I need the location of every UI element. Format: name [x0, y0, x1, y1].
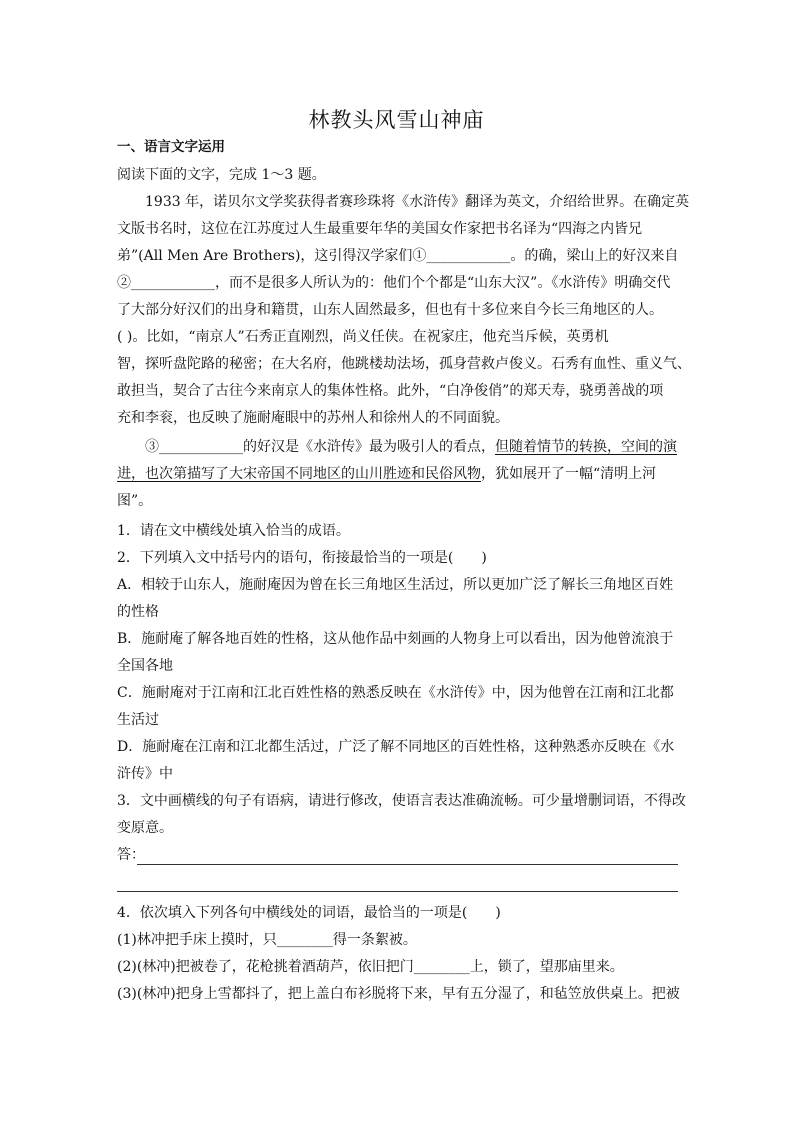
underlined-sentence: 进，也次第描写了大宋帝国不同地区的山川胜迹和民俗风物 [117, 466, 481, 482]
question-3: 3．文中画横线的句子有语病，请进行修改，使语言表达准确流畅。可少量增删词语，不得改 [117, 793, 686, 809]
answer-line [137, 864, 678, 865]
passage-line: ( )。比如，“南京人”石秀正直刚烈，尚义任侠。在祝家庄，他充当斥候，英勇机 [117, 329, 609, 345]
passage-line: 1933 年，诺贝尔文学奖获得者赛珍珠将《水浒传》翻译为英文，介绍给世界。在确定英 [145, 194, 690, 210]
answer-label: 答： [117, 847, 145, 863]
question-2: 2．下列填入文中括号内的语句，衔接最恰当的一项是( ) [117, 550, 487, 566]
question-1: 1．请在文中横线处填入恰当的成语。 [117, 523, 350, 539]
question-3-cont: 变原意。 [117, 820, 173, 836]
passage-line: 充和李衮，也反映了施耐庵眼中的苏州人和徐州人的不同面貌。 [117, 410, 509, 426]
passage-line: 了大部分好汉们的出身和籍贯，山东人固然最多，但也有十多位来自今长三角地区的人。 [117, 302, 663, 318]
section-heading: 一、语言文字运用 [117, 139, 225, 155]
underlined-sentence: 但随着情节的转换，空间的演 [495, 439, 677, 455]
option-b-cont: 全国各地 [117, 658, 173, 674]
passage-line: 敢担当，契合了古往今来南京人的集体性格。此外，“白净俊俏”的郑天寿，骁勇善战的项 [117, 383, 664, 399]
option-a: A．相较于山东人，施耐庵因为曾在长三角地区生活过，所以更加广泛了解长三角地区百姓 [117, 577, 674, 593]
passage-line [117, 464, 682, 484]
passage-line: ②____________，而不是很多人所认为的：他们个个都是“山东大汉”。《水浒传》明确交代 [117, 275, 671, 291]
option-b: B．施耐庵了解各地百姓的性格，这从他作品中刻画的人物身上可以看出，因为他曾流浪于 [117, 631, 674, 647]
passage-line: 弟”(All Men Are Brothers)，这引得汉学家们①____________。的确，梁山上的好汉来自 [117, 248, 679, 264]
answer-line [117, 891, 678, 892]
passage-line: 文版书名时，这位在江苏度过人生最重要年华的美国女作家把书名译为“四海之内皆兄 [117, 221, 643, 237]
page-title: 林教头风雪山神庙 [308, 108, 485, 132]
question-4: 4．依次填入下列各句中横线处的词语，最恰当的一项是( ) [117, 905, 501, 921]
passage-line: 图”。 [117, 493, 153, 509]
q4-item-3: (3)(林冲)把身上雪都抖了，把上盖白布衫脱将下来，早有五分湿了，和毡笠放供桌上。把被 [117, 986, 680, 1002]
passage-line: 智，探听盘陀路的秘密；在大名府，他跳楼劫法场，孤身营救卢俊义。石秀有血性、重义气、 [117, 356, 691, 372]
q4-item-2: (2)(林冲)把被卷了，花枪挑着酒葫芦，依旧把门________上，锁了，望那庙里来。 [117, 959, 624, 975]
option-d-cont: 浒传》中 [117, 766, 173, 782]
option-c-cont: 生活过 [117, 712, 159, 728]
option-d: D．施耐庵在江南和江北都生活过，广泛了解不同地区的百姓性格，这种熟悉亦反映在《水 [117, 739, 675, 755]
passage-text: ，犹如展开了一幅“清明上河 [481, 466, 657, 482]
reading-instruction: 阅读下面的文字，完成 1～3 题。 [117, 167, 326, 183]
passage-line [117, 437, 710, 457]
option-c: C．施耐庵对于江南和江北百姓性格的熟悉反映在《水浒传》中，因为他曾在江南和江北都 [117, 685, 674, 701]
passage-text: ③____________的好汉是《水浒传》最为吸引人的看点， [145, 439, 495, 455]
q4-item-1: (1)林冲把手床上摸时，只________得一条絮被。 [117, 932, 417, 948]
option-a-cont: 的性格 [117, 604, 159, 620]
